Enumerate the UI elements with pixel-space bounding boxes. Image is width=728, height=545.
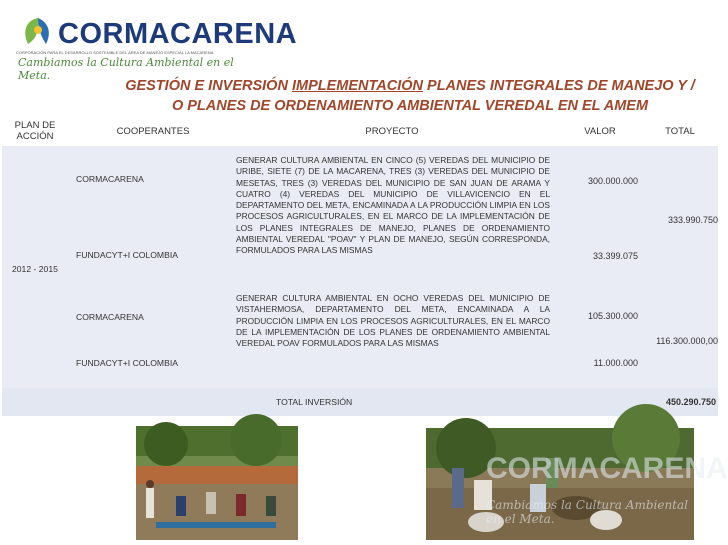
header-plan: PLAN DE ACCIÓN (14, 120, 56, 142)
valor-1a: 300.000.000 (587, 176, 638, 186)
total-2: 116.300.000,00 (656, 336, 718, 346)
total-row (2, 388, 718, 416)
brand-slogan: Cambiamos la Cultura Ambiental en el Meta. (18, 56, 234, 82)
project-1-description: GENERAR CULTURA AMBIENTAL EN CINCO (5) VEREDAS DEL MUNICIPIO DE URIBE, SIETE (7) DE LA MACARENA, TRES (3) VEREDAS DEL MUNICIPIO DE MESETAS, TRES (3) VEREDAS DEL MUNICIPIO DE SAN JUAN DE ARAMA Y CUATRO (4) VEREDAS DEL MUNICIPIO DE VILLAVICENCIO EN EL DEPARTAMENTO DEL META, ENCAMINADA A LA PRODUCCIÓN LIMPIA EN LOS PROCESOS AGRICULTURALES, EN EL MARCO DE LA IMPLEMENTACIÓN DE LOS PLANES INTEGRALES DE MANEJO, PLANES DE ORDENAMIENTO AMBIENTAL VEREDAL "POAV" Y PLAN DE MANEJO, SEGÚN CORRESPONDA, FORMULADOS PARA LAS MISMAS (236, 155, 550, 256)
investment-table (2, 118, 718, 416)
plan-period: 2012 - 2015 (12, 264, 58, 274)
photo-watermark-slogan: Cambiamos la Cultura Ambiental en el Meta. (486, 498, 688, 526)
leaf-logo-icon (18, 14, 58, 50)
header-valor: VALOR (584, 126, 616, 137)
header-cooperantes: COOPERANTES (116, 126, 190, 137)
title-line1-pre: GESTIÓN E INVERSIÓN (125, 78, 292, 94)
header-proyecto: PROYECTO (365, 126, 419, 137)
total-1: 333.990.750 (667, 215, 718, 225)
fieldwork-photo (426, 428, 728, 540)
header-total: TOTAL (665, 126, 695, 137)
cooperante-1a: CORMACARENA (76, 174, 144, 184)
total-value: 450.290.750 (665, 397, 716, 407)
meeting-photo (136, 426, 298, 540)
cooperante-2b: FUNDACYT+I COLOMBIA (76, 358, 178, 368)
title-line1-post: PLANES INTEGRALES DE MANEJO Y / (423, 78, 695, 94)
brand-name: CORMACARENA (58, 18, 298, 50)
photo-watermark: CORMACARENA (486, 452, 728, 485)
project-2-description: GENERAR CULTURA AMBIENTAL EN OCHO VEREDAS DEL MUNICIPIO DE VISTAHERMOSA, DEPARTAMENTO DEL META, ENCAMINADA A LA PRODUCCIÓN LIMPIA EN LOS PROCESOS AGRICULTURALES, EN EL MARCO DE LA IMPLEMENTACIÓN DE LOS PLANES DE ORDENAMIENTO AMBIENTAL VEREDAL POAV FORMULADOS PARA LAS MISMAS (236, 293, 550, 349)
cooperante-2a: CORMACARENA (76, 312, 144, 322)
cooperante-1b: FUNDACYT+I COLOMBIA (76, 250, 178, 260)
brand-tagline: CORPORACIÓN PARA EL DESARROLLO SOSTENIBLE DEL ÁREA DE MANEJO ESPECIAL LA MACARENA (16, 50, 214, 55)
valor-2a: 105.300.000 (587, 311, 638, 321)
cormacarena-logo (14, 12, 298, 82)
total-label: TOTAL INVERSIÓN (276, 397, 353, 407)
page-title (100, 76, 720, 116)
valor-2b: 11.000.000 (593, 358, 638, 368)
valor-1b: 33.399.075 (592, 251, 638, 261)
title-line2: O PLANES DE ORDENAMIENTO AMBIENTAL VEREDAL EN EL AMEM (171, 98, 649, 114)
title-line1-underlined: IMPLEMENTACIÓN (291, 78, 423, 94)
